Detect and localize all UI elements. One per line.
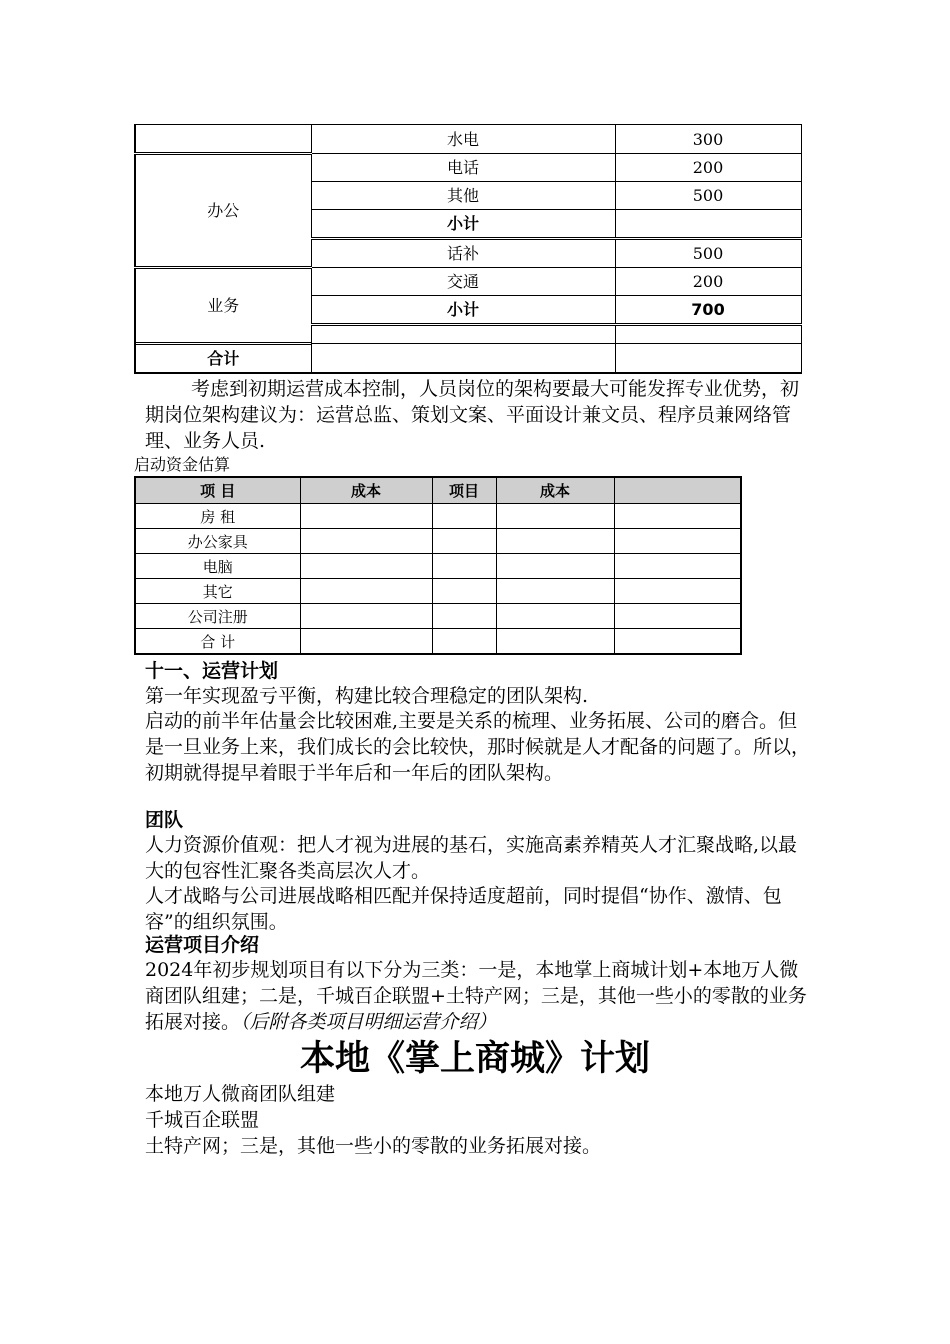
- paragraph: 人力资源价值观：把人才视为进展的基石，实施高素养精英人才汇聚战略,以最大的包容性汇聚各类高层次人才。: [145, 834, 798, 882]
- row-label: 公司注册: [135, 604, 300, 629]
- table-row-total: [135, 344, 801, 374]
- row-label: 电脑: [135, 554, 300, 579]
- table-row: [135, 554, 741, 579]
- intro-paragraph: 考虑到初期运营成本控制，人员岗位的架构要最大可能发挥专业优势，初期岗位架构建议为：运营总监、策划文案、平面设计兼文员、程序员兼网络管理、业务人员.: [145, 378, 800, 452]
- table-row: [135, 504, 741, 529]
- startup-table: [134, 476, 742, 655]
- header-cell: 成本: [496, 477, 614, 504]
- amount-cell: 200: [615, 154, 801, 182]
- paragraph: 第一年实现盈亏平衡，构建比较合理稳定的团队架构.: [145, 685, 589, 707]
- amount-cell: 700: [615, 296, 801, 325]
- subtotal-label: 小计: [311, 296, 615, 325]
- table-row: [135, 579, 741, 604]
- item-cell: [311, 325, 615, 344]
- table-row: [135, 629, 741, 655]
- table-row: [135, 154, 801, 182]
- group-cell: [135, 125, 311, 154]
- item-cell: [311, 344, 615, 374]
- total-label: 合计: [135, 344, 311, 374]
- table-header-row: [135, 477, 741, 504]
- header-cell: [614, 477, 741, 504]
- cost-table: [134, 124, 802, 374]
- group-cell-office: 办公: [135, 154, 311, 268]
- row-label: 合 计: [135, 629, 300, 655]
- projects-text: 2024年初步规划项目有以下分为三类：一是，本地掌上商城计划+本地万人微商团队组建；二是，千城百企联盟+土特产网；三是，其他一些小的零散的业务拓展对接。: [145, 959, 807, 1033]
- amount-cell: [615, 210, 801, 239]
- header-cell: 成本: [300, 477, 432, 504]
- item-cell: 话补: [311, 239, 615, 268]
- amount-cell: 300: [615, 125, 801, 154]
- item-cell: 交通: [311, 268, 615, 296]
- projects-note: （后附各类项目明细运营介绍）: [240, 1011, 497, 1033]
- page-title: 本地《掌上商城》计划: [299, 1038, 650, 1079]
- group-cell-business: 业务: [135, 268, 311, 344]
- row-label: 房 租: [135, 504, 300, 529]
- paragraph: [145, 957, 810, 1035]
- list-item: 千城百企联盟: [145, 1109, 260, 1131]
- list-item: 本地万人微商团队组建: [145, 1083, 336, 1105]
- paragraph: 人才战略与公司进展战略相匹配并保持适度超前，同时提倡“协作、激情、包容”的组织氛围。: [145, 885, 782, 933]
- item-cell: 水电: [311, 125, 615, 154]
- table-row: [135, 529, 741, 554]
- list-item: 土特产网；三是，其他一些小的零散的业务拓展对接。: [145, 1135, 602, 1157]
- amount-cell: [615, 344, 801, 374]
- table-row: [135, 125, 801, 154]
- item-cell: 电话: [311, 154, 615, 182]
- amount-cell: [615, 325, 801, 344]
- row-label: 办公家具: [135, 529, 300, 554]
- section-heading: 十一、运营计划: [145, 660, 279, 682]
- projects-heading: 运营项目介绍: [145, 934, 260, 956]
- amount-cell: 500: [615, 239, 801, 268]
- amount-cell: 200: [615, 268, 801, 296]
- row-label: 其它: [135, 579, 300, 604]
- subtotal-label: 小计: [311, 210, 615, 239]
- amount-cell: 500: [615, 182, 801, 210]
- startup-caption: 启动资金估算: [134, 455, 231, 474]
- header-cell: 项 目: [135, 477, 300, 504]
- team-heading: 团队: [145, 809, 184, 831]
- table-row: [135, 604, 741, 629]
- header-cell: 项目: [432, 477, 496, 504]
- paragraph: 启动的前半年估量会比较困难,主要是关系的梳理、业务拓展、公司的磨合。但是一旦业务上来，我们成长的会比较快，那时候就是人才配备的问题了。所以，初期就得提早着眼于半年后和一年后的团队架构。: [145, 710, 811, 784]
- table-row: [135, 268, 801, 296]
- item-cell: 其他: [311, 182, 615, 210]
